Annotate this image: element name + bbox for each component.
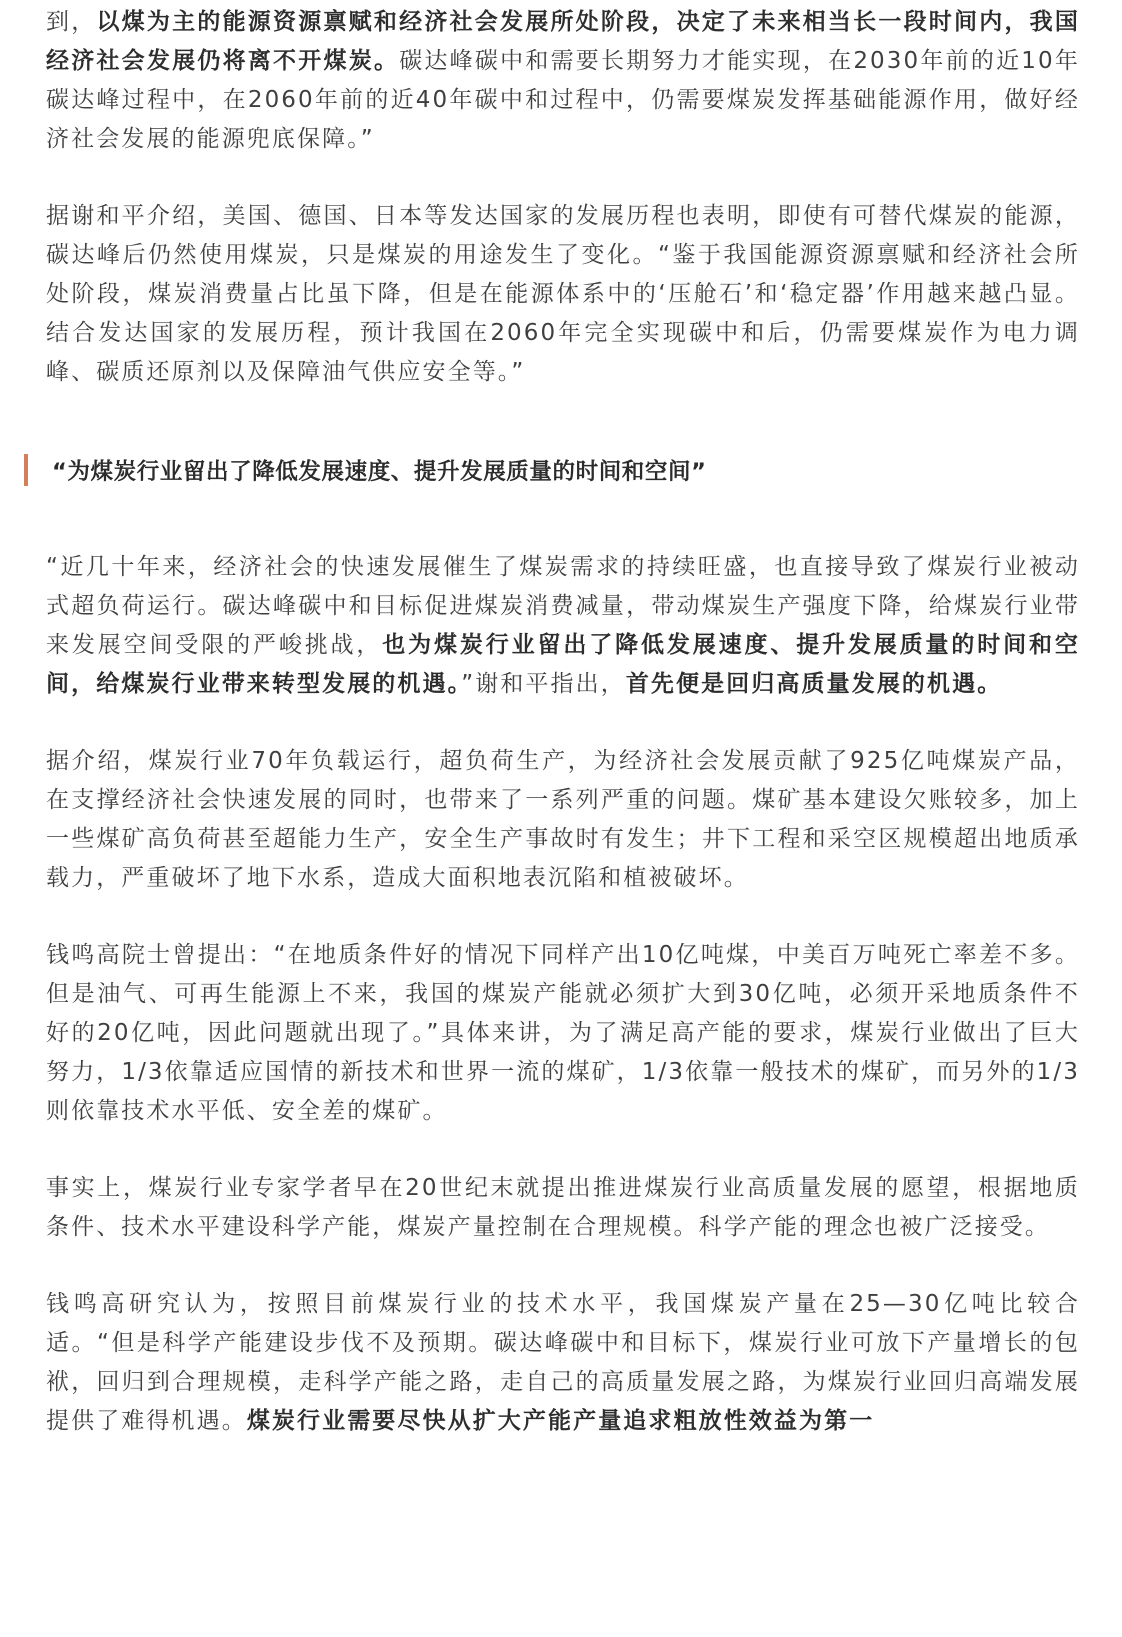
article-section-1 [46,0,1080,430]
paragraph-scientific-capacity: 事实上，煤炭行业专家学者早在20世纪末就提出推进煤炭行业高质量发展的愿望，根据地质条件、技术水平建设科学产能，煤炭产量控制在合理规模。科学产能的理念也被广泛接受。 [46,1175,1080,1240]
paragraph-rest: 碳达峰碳中和需要长期努力才能实现，在2030年前的近10年碳达峰过程中，在2060年前的近40年碳中和过程中，仍需要煤炭发挥基础能源作用，做好经济社会发展的能源兜底保障。” [46,48,1080,152]
heading-accent-bar [24,454,28,486]
paragraph-lead: “近几十年来，经济社会的快速发展催生了煤炭需求的持续旺盛，也直接导致了煤炭行业被动式超负荷运行。碳达峰碳中和目标促进煤炭消费减量，带动煤炭生产强度下降，给煤炭行业带来发展空间受限的严峻挑战， [46,554,1080,658]
paragraph-lead: 到， [46,9,97,35]
paragraph-lead: 钱鸣高研究认为，按照目前煤炭行业的技术水平，我国煤炭产量在25—30亿吨比较合适。“但是科学产能建设步伐不及预期。碳达峰碳中和目标下，煤炭行业可放下产量增长的包袱，回归到合理规模，走科学产能之路，走自己的高质量发展之路，为煤炭行业回归高端发展提供了难得机遇。 [46,1291,1080,1434]
section-heading [24,452,706,488]
paragraph-70-years-load: 据介绍，煤炭行业70年负载运行，超负荷生产，为经济社会发展贡献了925亿吨煤炭产品，在支撑经济社会快速发展的同时，也带来了一系列严重的问题。煤矿基本建设欠账较多，加上一些煤矿高负荷甚至超能力生产，安全生产事故时有发生；井下工程和采空区规模超出地质承载力，严重破坏了地下水系，造成大面积地表沉陷和植被破坏。 [46,748,1080,891]
article-section-2 [46,548,1080,1479]
section-heading-text: “为煤炭行业留出了降低发展速度、提升发展质量的时间和空间” [52,459,707,485]
paragraph-bold-text: 首先便是回归高质量发展的机遇。 [625,671,1003,697]
paragraph-bold-text: 煤炭行业需要尽快从扩大产能产量追求粗放性效益为第一 [246,1408,875,1434]
paragraph-mid: ”谢和平指出， [461,671,626,697]
paragraph-bold-text: 也为煤炭行业留出了降低发展速度、提升发展质量的时间和空间，给煤炭行业带来转型发展的机遇。 [46,632,1080,697]
paragraph-developed-countries: 据谢和平介绍，美国、德国、日本等发达国家的发展历程也表明，即使有可替代煤炭的能源，碳达峰后仍然使用煤炭，只是煤炭的用途发生了变化。“鉴于我国能源资源禀赋和经济社会所处阶段，煤炭消费量占比虽下降，但是在能源体系中的‘压舱石’和‘稳定器’作用越来越凸显。结合发达国家的发展历程，预计我国在2060年完全实现碳中和后，仍需要煤炭作为电力调峰、碳质还原剂以及保障油气供应安全等。” [46,203,1080,385]
paragraph-bold-text: 以煤为主的能源资源禀赋和经济社会发展所处阶段，决定了未来相当长一段时间内，我国经济社会发展仍将离不开煤炭。 [46,9,1080,74]
paragraph-reasonable-output [46,1285,1080,1441]
paragraph-energy-endowment [46,3,1080,159]
paragraph-overload-operation [46,548,1080,704]
paragraph-qian-minggao-quote: 钱鸣高院士曾提出：“在地质条件好的情况下同样产出10亿吨煤，中美百万吨死亡率差不多。但是油气、可再生能源上不来，我国的煤炭产能就必须扩大到30亿吨，必须开采地质条件不好的20亿吨，因此问题就出现了。”具体来讲，为了满足高产能的要求，煤炭行业做出了巨大努力，1/3依靠适应国情的新技术和世界一流的煤矿，1/3依靠一般技术的煤矿，而另外的1/3则依靠技术水平低、安全差的煤矿。 [46,942,1080,1124]
